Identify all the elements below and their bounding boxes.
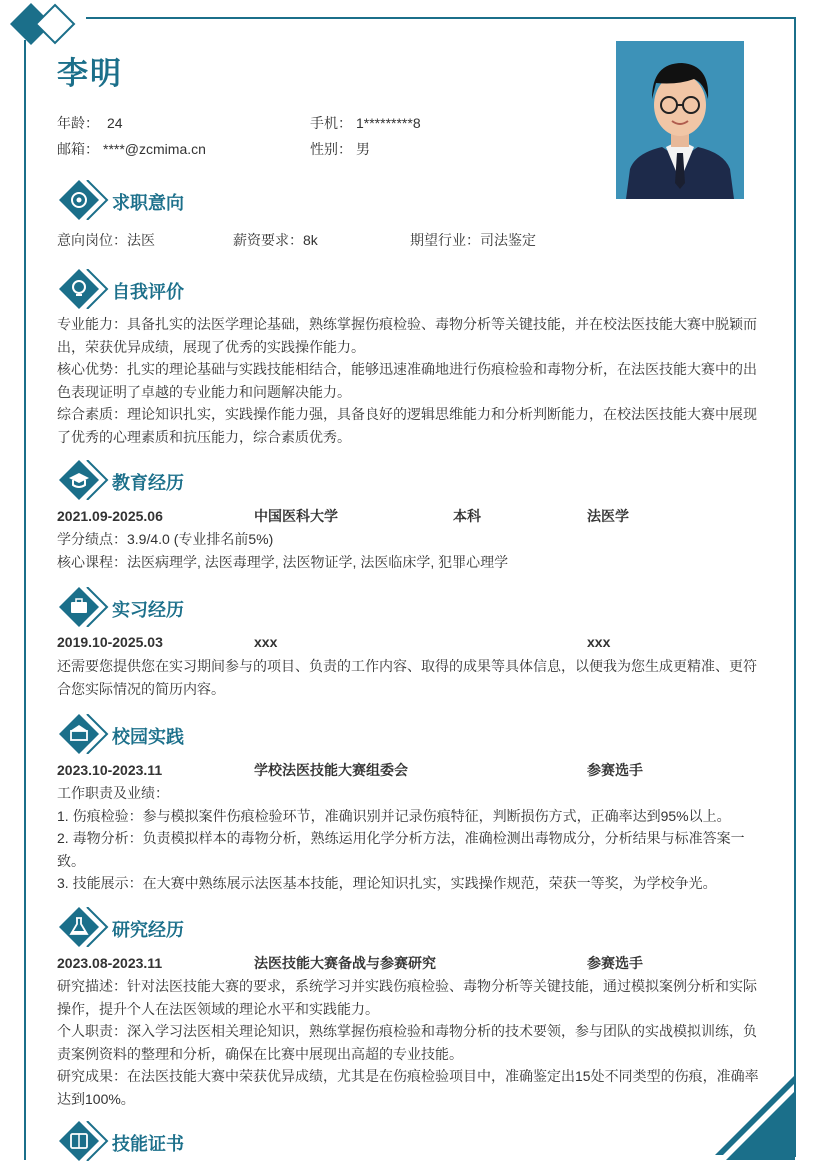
candidate-name: 李明	[57, 56, 123, 91]
education-degree: 本科	[453, 508, 481, 524]
education-details	[57, 528, 767, 573]
research-role: 参赛选手	[587, 955, 643, 971]
frame-top-line	[86, 17, 796, 19]
section-education-title: 教育经历	[112, 473, 184, 493]
graduation-cap-icon	[59, 460, 113, 500]
campus-line: 3. 技能展示：在大赛中熟练展示法医基本技能，理论知识扎实，实践操作规范，荣获一等奖，为学校争光。	[57, 875, 717, 891]
education-line: 学分绩点：3.9/4.0 (专业排名前5%)	[57, 531, 274, 547]
campus-period: 2023.10-2023.11	[57, 762, 163, 778]
section-skills-title: 技能证书	[112, 1134, 184, 1154]
self-eval-line: 核心优势：扎实的理论基础与实践技能相结合，能够迅速准确地进行伤痕检验和毒物分析，在法医技能大赛中的出色表现证明了卓越的专业能力和问题解决能力。	[57, 361, 757, 400]
self-eval-text	[57, 313, 767, 448]
internship-row	[57, 631, 767, 653]
research-line: 研究成果：在法医技能大赛中荣获优异成绩，尤其是在伤痕检验项目中，准确鉴定出15处不同类型的伤痕，准确率达到100%。	[57, 1068, 759, 1107]
book-icon	[59, 1121, 113, 1161]
internship-company: xxx	[254, 634, 278, 650]
research-details	[57, 975, 767, 1110]
campus-line: 2. 毒物分析：负责模拟样本的毒物分析，熟练运用化学分析方法，准确检测出毒物成分，分析结果与标准答案一致。	[57, 830, 745, 869]
objective-row	[57, 229, 767, 251]
education-row	[57, 505, 767, 527]
flask-icon	[59, 907, 113, 947]
email-info	[57, 139, 206, 159]
profile-photo	[616, 41, 744, 199]
gender-info	[310, 139, 370, 159]
age-value: 24	[107, 115, 123, 131]
research-period: 2023.08-2023.11	[57, 955, 163, 971]
research-project: 法医技能大赛备战与参赛研究	[254, 955, 436, 971]
internship-line: 还需要您提供您在实习期间参与的项目、负责的工作内容、取得的成果等具体信息，以便我为您生成更精准、更符合您实际情况的简历内容。	[57, 658, 757, 697]
education-major: 法医学	[587, 508, 629, 524]
building-icon	[59, 714, 113, 754]
email-value: ****@zcmima.cn	[103, 141, 206, 157]
section-objective-title: 求职意向	[112, 193, 184, 213]
research-line: 个人职责：深入学习法医相关理论知识，熟练掌握伤痕检验和毒物分析的技术要领，参与团队的实战模拟训练，负责案例资料的整理和分析，确保在比赛中展现出高超的专业技能。	[57, 1023, 757, 1062]
target-icon	[59, 180, 113, 220]
phone-label: 手机：	[310, 115, 352, 131]
campus-line: 1. 伤痕检验：参与模拟案件伤痕检验环节，准确识别并记录伤痕特征，判断损伤方式，正确率达到95%以上。	[57, 807, 731, 824]
internship-role: xxx	[587, 634, 611, 650]
frame-right-line	[794, 17, 796, 1157]
section-internship-title: 实习经历	[112, 600, 184, 620]
self-eval-line: 专业能力：具备扎实的法医学理论基础，熟练掌握伤痕检验、毒物分析等关键技能，并在校法医技能大赛中脱颖而出，荣获优异成绩，展现了优秀的实践操作能力。	[57, 316, 757, 355]
research-row	[57, 952, 767, 974]
campus-org: 学校法医技能大赛组委会	[254, 762, 408, 778]
email-label: 邮箱：	[57, 141, 99, 157]
campus-details	[57, 782, 767, 895]
objective-position: 意向岗位：法医	[57, 232, 155, 248]
section-research-title: 研究经历	[112, 920, 184, 940]
campus-row	[57, 759, 767, 781]
phone-value: 1*********8	[356, 115, 421, 131]
self-eval-line: 综合素质：理论知识扎实，实践操作能力强，具备良好的逻辑思维能力和分析判断能力，在校法医技能大赛中展现了优秀的心理素质和抗压能力，综合素质优秀。	[57, 406, 757, 445]
campus-line: 工作职责及业绩：	[57, 785, 169, 801]
section-self-eval-title: 自我评价	[112, 282, 184, 302]
campus-role: 参赛选手	[587, 762, 643, 778]
section-campus-title: 校园实践	[112, 727, 184, 747]
lightbulb-icon	[59, 269, 113, 309]
education-period: 2021.09-2025.06	[57, 508, 163, 524]
age-info	[57, 113, 123, 133]
briefcase-icon	[59, 587, 113, 627]
internship-details	[57, 655, 767, 700]
corner-diamonds-decoration	[0, 0, 90, 50]
gender-label: 性别：	[310, 141, 352, 157]
internship-period: 2019.10-2025.03	[57, 634, 163, 650]
education-line: 核心课程：法医病理学, 法医毒理学, 法医物证学, 法医临床学, 犯罪心理学	[57, 553, 509, 570]
research-line: 研究描述：针对法医技能大赛的要求，系统学习并实践伤痕检验、毒物分析等关键技能，通过模拟案例分析和实际操作，提升个人在法医领域的理论水平和实践能力。	[57, 978, 757, 1017]
objective-salary: 薪资要求：8k	[233, 232, 318, 248]
education-school: 中国医科大学	[254, 508, 338, 524]
gender-value: 男	[356, 141, 370, 157]
objective-industry: 期望行业：司法鉴定	[410, 232, 536, 248]
phone-info	[310, 113, 421, 133]
age-label: 年龄：	[57, 115, 99, 131]
frame-left-line	[24, 40, 26, 1160]
